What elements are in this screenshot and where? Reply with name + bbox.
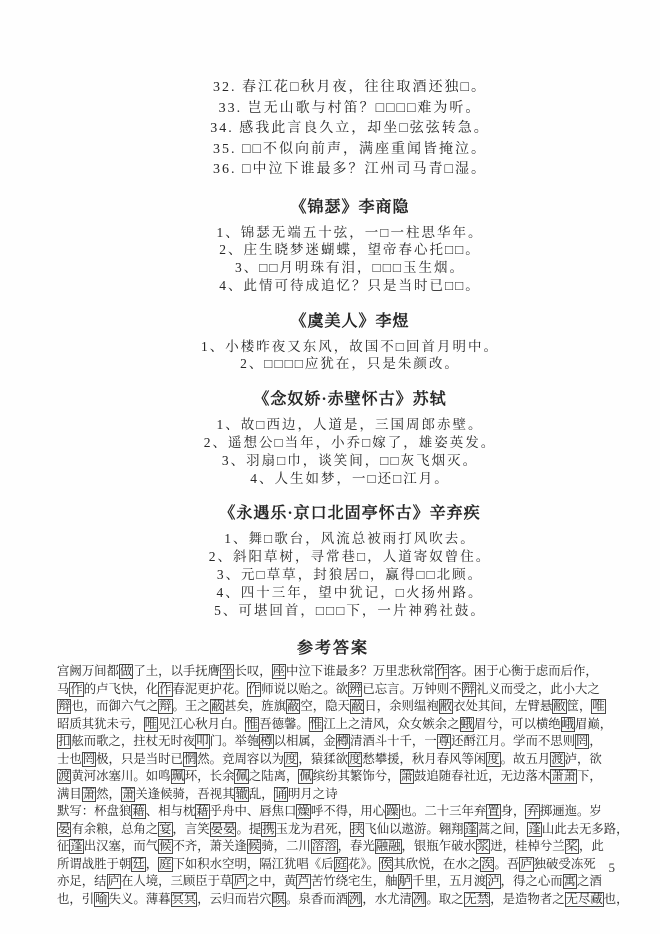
boxed-char: 唯 xyxy=(592,699,605,714)
boxed-char: 辩 xyxy=(159,699,172,714)
boxed-char: 燥 xyxy=(297,804,310,819)
answer-line: 所谓战胜于朝廷，庭下如积水空明，隔江犹唱《后庭花》。俟其欣悦，在水之涘。吾庐独破受冻死 xyxy=(57,856,596,871)
boxed-char: 度 xyxy=(285,751,298,766)
boxed-char: 座 xyxy=(272,664,286,679)
boxed-char: 庐 xyxy=(107,874,120,889)
quiz-line: 32. 春江花□秋月夜，往往取酒还独□。 xyxy=(213,80,487,95)
answer-line: 渡黄河冰塞川。如鸣珮环，长余佩之陆离，佩缤纷其繁饰兮，箫鼓追随春社近，无边落木萧萧下， xyxy=(58,769,602,784)
poem-line: 3、□□月明珠有泪，□□□玉生烟。 xyxy=(234,260,466,276)
boxed-char: 无尽藏 xyxy=(565,891,603,906)
boxed-char: 樽 xyxy=(260,734,273,749)
boxed-char: 渡 xyxy=(58,769,71,784)
boxed-char: 箫 xyxy=(400,769,413,784)
boxed-char: 庭 xyxy=(159,856,172,871)
boxed-char: 蔽 xyxy=(287,699,300,714)
boxed-char: 度 xyxy=(348,751,362,766)
quiz-continuation xyxy=(70,78,630,181)
answer-line: 宫阙万间都做了土，以手抚膺坐长叹，座中泣下谁最多？万里悲秋常作客。困于心衡于虑而后作， xyxy=(57,664,598,679)
quiz-line: 36. □中泣下谁最多？江州司马青□湿。 xyxy=(213,162,487,177)
boxed-char: 作 xyxy=(435,664,449,679)
boxed-char: 候 xyxy=(247,839,261,854)
poem-title: 《锦瑟》李商隐 xyxy=(290,198,410,216)
boxed-char: 无禁 xyxy=(464,891,490,906)
answer-line: 满目萧然，萧关逢候骑，吾视其辙乱，诵明月之诗 xyxy=(57,786,338,801)
poem-line: 2、□□□□应犹在，只是朱颜改。 xyxy=(240,356,460,372)
boxed-char: 溶溶 xyxy=(311,839,337,854)
poem-line: 4、四十三年，望中犹记，□火扬州路。 xyxy=(216,584,484,600)
boxed-char: 辨 xyxy=(348,681,362,696)
boxed-char: 罔 xyxy=(82,751,96,766)
boxed-char: 置 xyxy=(487,804,500,819)
poem-section xyxy=(70,312,630,374)
quiz-line: 34. 感我此言良久立，却坐□弦弦转急。 xyxy=(210,121,490,136)
poem-title: 《永遇乐·京口北固亭怀古》辛弃疾 xyxy=(219,505,481,523)
boxed-char: 喻 xyxy=(95,891,108,906)
boxed-char: 融融 xyxy=(375,839,401,854)
poem-line: 2、遥想公□当年，小乔□嫁了，雄姿英发。 xyxy=(203,435,497,451)
answer-line: 默写：杯盘狼藉、相与枕藉乎舟中、唇焦口燥呼不得，用心躁也。二十三年弃置身，弃掷逦迤。岁 xyxy=(57,804,602,819)
answer-line: 辩也，而御六气之辩。王之蔽甚矣，旌旗蔽空，隐天蔽日，余则缊袍敝衣处其间，左臂悬敝筐，唯 xyxy=(58,699,605,714)
boxed-char: 舻 xyxy=(398,874,411,889)
boxed-char: 挟 xyxy=(350,821,364,836)
quiz-line: 35. □□不似向前声，满座重闻皆掩泣。 xyxy=(213,141,487,157)
boxed-char: 庐 xyxy=(233,874,246,889)
boxed-char: 辩 xyxy=(58,699,71,714)
boxed-char: 晏 xyxy=(58,821,71,836)
boxed-char: 桨 xyxy=(565,839,579,854)
boxed-char: 诵 xyxy=(274,786,288,801)
answer-line: 昭质其犹未亏，唯见江心秋月白。惟吾德馨。惟江上之清风，众女嫉余之蛾眉兮，可以横绝峨眉巅， xyxy=(57,716,613,731)
boxed-char: 萧 xyxy=(121,786,135,801)
boxed-char: 萧萧 xyxy=(551,769,577,784)
boxed-char: 惟 xyxy=(309,716,323,731)
boxed-char: 浆 xyxy=(476,839,490,854)
boxed-char: 惘 xyxy=(183,751,197,766)
boxed-char: 尊 xyxy=(437,734,451,749)
boxed-char: 樽 xyxy=(336,734,349,749)
boxed-char: 暝 xyxy=(272,891,286,906)
boxed-char: 萧 xyxy=(82,786,96,801)
boxed-char: 冽 xyxy=(412,891,426,906)
poem-title: 《念奴娇·赤壁怀古》苏轼 xyxy=(253,391,447,409)
boxed-char: 敝 xyxy=(439,699,453,714)
poem-line: 5、可堪回首，□□□下，一片神鸦社鼓。 xyxy=(214,602,486,618)
poem-line: 4、人生如梦，一□还□江月。 xyxy=(250,470,450,486)
boxed-char: 作 xyxy=(247,681,261,696)
boxed-char: 涘 xyxy=(481,856,494,871)
boxed-char: 渡 xyxy=(551,751,564,766)
boxed-char: 作 xyxy=(70,681,83,696)
boxed-char: 弃 xyxy=(526,804,539,819)
answer-line: 马作的卢飞快，化作春泥更护花。作师说以贻之。欲辨已忘言。万钟则不辩礼义而受之，此小大之 xyxy=(57,681,600,696)
poem-line: 1、小楼昨夜又东风，故国不□回首月明中。 xyxy=(201,338,499,354)
boxed-char: 宴 xyxy=(159,821,172,836)
boxed-char: 辩 xyxy=(462,681,475,696)
boxed-char: 洌 xyxy=(348,891,362,906)
boxed-char: 坐 xyxy=(221,664,234,679)
answer-line: 士也罔极，只是当时已惘然。竞周容以为度，猿猱欲度愁攀援，秋月春风等闲度。故五月渡泸，欲 xyxy=(57,751,602,766)
boxed-char: 罔 xyxy=(576,734,589,749)
boxed-char: 藉 xyxy=(196,804,209,819)
boxed-char: 佩 xyxy=(235,769,248,784)
poem-section xyxy=(70,198,630,295)
answer-line: 征蓬出汉塞，而气候不齐，萧关逢候骑，二川溶溶，春光融融，银瓶乍破水浆迸，桂棹兮兰桨，此 xyxy=(57,839,604,854)
boxed-char: 蔽 xyxy=(350,699,364,714)
boxed-char: 叩 xyxy=(196,734,209,749)
boxed-char: 辙 xyxy=(235,786,248,801)
boxed-char: 唯 xyxy=(144,716,158,731)
poem-line: 1、舞□歌台，风流总被雨打风吹去。 xyxy=(224,531,476,547)
boxed-char: 佩 xyxy=(299,769,312,784)
boxed-char: 蓬 xyxy=(528,821,541,836)
quiz-line: 33. 岂无山歌与村笛？□□□□难为听。 xyxy=(218,100,482,116)
boxed-char: 做 xyxy=(119,664,133,679)
poem-line: 4、此情可待成追忆？只是当时已□□。 xyxy=(219,277,481,293)
boxed-char: 藉 xyxy=(132,804,145,819)
boxed-char: 泸 xyxy=(487,874,500,889)
boxed-char: 廷 xyxy=(132,856,145,871)
poem-line: 2、庄生晓梦迷蝴蝶，望帝春心托□□。 xyxy=(219,242,481,258)
boxed-char: 晏晏 xyxy=(210,821,236,836)
boxed-char: 敝 xyxy=(553,699,566,714)
answers-heading: 参考答案 xyxy=(296,640,369,658)
boxed-char: 峨 xyxy=(561,716,575,731)
boxed-char: 蔽 xyxy=(210,699,224,714)
boxed-char: 候 xyxy=(159,839,172,854)
boxed-char: 庐 xyxy=(520,856,533,871)
answer-line: 扣舷而歌之，拄杖无时夜叩门。举匏樽以相属，金樽清酒斗十千，一尊还酹江月。学而不思则罔， xyxy=(58,734,602,749)
answers-section xyxy=(57,639,629,908)
poem-line: 1、锦瑟无端五十弦，一□一柱思华年。 xyxy=(216,224,484,240)
boxed-char: 俟 xyxy=(379,856,393,871)
answer-line: 晏有余粮，总角之宴，言笑晏晏。提携玉龙为君死，挟飞仙以遨游。翱翔蓬蒿之间，蓬山此去无多路， xyxy=(58,821,629,836)
boxed-char: 寓 xyxy=(563,874,577,889)
boxed-char: 扣 xyxy=(58,734,71,749)
poem-section xyxy=(70,504,630,619)
boxed-char: 蓬 xyxy=(464,821,477,836)
boxed-char: 冥冥 xyxy=(171,891,197,906)
page-number: 5 xyxy=(608,860,615,875)
boxed-char: 携 xyxy=(262,821,275,836)
poem-line: 1、故□西边，人道是，三国周郎赤壁。 xyxy=(216,417,484,433)
boxed-char: 躁 xyxy=(386,804,399,819)
answer-paragraph xyxy=(57,663,629,908)
poem-line: 3、元□草草，封狼居□，赢得□□北顾。 xyxy=(216,567,484,583)
poem-sections xyxy=(70,198,630,620)
poem-line: 3、羽扇□巾，谈笑间，□□灰飞烟灭。 xyxy=(221,452,479,468)
boxed-char: 芦 xyxy=(297,874,310,889)
poem-line: 2、斜阳草树，寻常巷□，人道寄奴曾住。 xyxy=(208,549,492,565)
poem-section xyxy=(70,390,630,487)
boxed-char: 作 xyxy=(159,681,172,696)
boxed-char: 蓬 xyxy=(70,839,83,854)
boxed-char: 珮 xyxy=(171,769,184,784)
boxed-char: 蛾 xyxy=(460,716,473,731)
answer-line: 亦足，结庐在人境，三顾臣于草庐之中，黄芦苦竹绕宅生，舳舻千里，五月渡泸，得之心而寓之酒 xyxy=(57,874,602,889)
poem-title: 《虞美人》李煜 xyxy=(290,312,410,330)
boxed-char: 庭 xyxy=(334,856,347,871)
boxed-char: 惟 xyxy=(245,716,259,731)
boxed-char: 度 xyxy=(487,751,500,766)
answer-line: 也，引喻失义。薄暮冥冥，云归而岩穴暝。泉香而酒洌，水尤清冽。取之无禁，是造物者之无尽藏也， xyxy=(57,891,629,906)
